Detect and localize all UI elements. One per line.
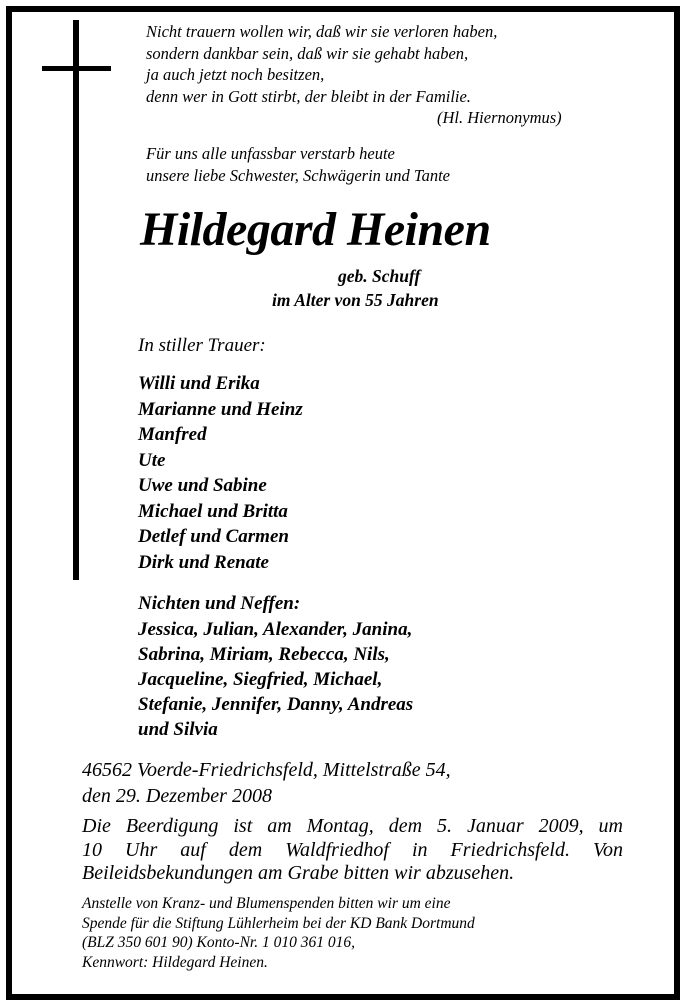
donation-line: Kennwort: Hildegard Heinen. (82, 953, 268, 971)
poem-line: Nicht trauern wollen wir, daß wir sie verloren haben, (146, 22, 498, 41)
nieces-line: Sabrina, Miriam, Rebecca, Nils, (138, 644, 390, 665)
poem (146, 21, 497, 107)
funeral-line: 10 Uhr auf dem Waldfriedhof in Friedrichsfeld. Von (82, 838, 623, 861)
nieces-line: Jacqueline, Siegfried, Michael, (138, 669, 383, 690)
cross-vertical-bar (73, 20, 79, 580)
donation-line: Anstelle von Kranz- und Blumenspenden bitten wir um eine (82, 895, 451, 912)
poem-line: sondern dankbar sein, daß wir sie gehabt haben, (146, 43, 469, 63)
cross-horizontal-bar (42, 66, 111, 71)
mourner-name: Willi und Erika (138, 373, 260, 394)
address-block (82, 758, 451, 809)
mourner-list (138, 371, 303, 575)
intro-line: unsere liebe Schwester, Schwägerin und Tante (146, 165, 450, 185)
maiden-name: geb. Schuff (338, 266, 421, 286)
poem-line: ja auch jetzt noch besitzen, (146, 65, 325, 84)
mourner-name: Ute (138, 449, 166, 471)
mourner-name: Marianne und Heinz (138, 398, 303, 420)
nieces-line: Jessica, Julian, Alexander, Janina, (138, 619, 413, 640)
mourner-name: Uwe und Sabine (138, 475, 267, 496)
funeral-line: Beileidsbekundungen am Grabe bitten wir abzusehen. (82, 862, 515, 884)
mourner-name: Detlef und Carmen (138, 526, 289, 547)
funeral-line: Die Beerdigung ist am Montag, dem 5. Januar 2009, um (82, 815, 623, 837)
intro-text (146, 143, 450, 186)
nieces-list (138, 617, 413, 742)
mourner-name: Michael und Britta (138, 500, 288, 522)
poem-source: (Hl. Hiernonymus) (437, 108, 562, 127)
donation-notice (82, 894, 475, 972)
deceased-name: Hildegard Heinen (140, 203, 491, 256)
address-street: 46562 Voerde-Friedrichsfeld, Mittelstraße 54, (82, 759, 451, 781)
nieces-line: Stefanie, Jennifer, Danny, Andreas (138, 694, 414, 715)
mourner-name: Manfred (138, 424, 207, 445)
intro-line: Für uns alle unfassbar verstarb heute (146, 144, 395, 163)
nieces-line: und Silvia (138, 719, 218, 740)
mourner-name: Dirk und Renate (138, 551, 269, 573)
funeral-notice (82, 815, 623, 886)
donation-line: (BLZ 350 601 90) Konto-Nr. 1 010 361 016, (82, 934, 355, 951)
mourning-heading: In stiller Trauer: (138, 335, 266, 356)
nieces-heading: Nichten und Neffen: (138, 593, 301, 614)
poem-line: denn wer in Gott stirbt, der bleibt in der Familie. (146, 86, 471, 106)
donation-line: Spende für die Stiftung Lühlerheim bei der KD Bank Dortmund (82, 914, 475, 932)
address-date: den 29. Dezember 2008 (82, 784, 272, 807)
age-at-death: im Alter von 55 Jahren (272, 290, 439, 310)
